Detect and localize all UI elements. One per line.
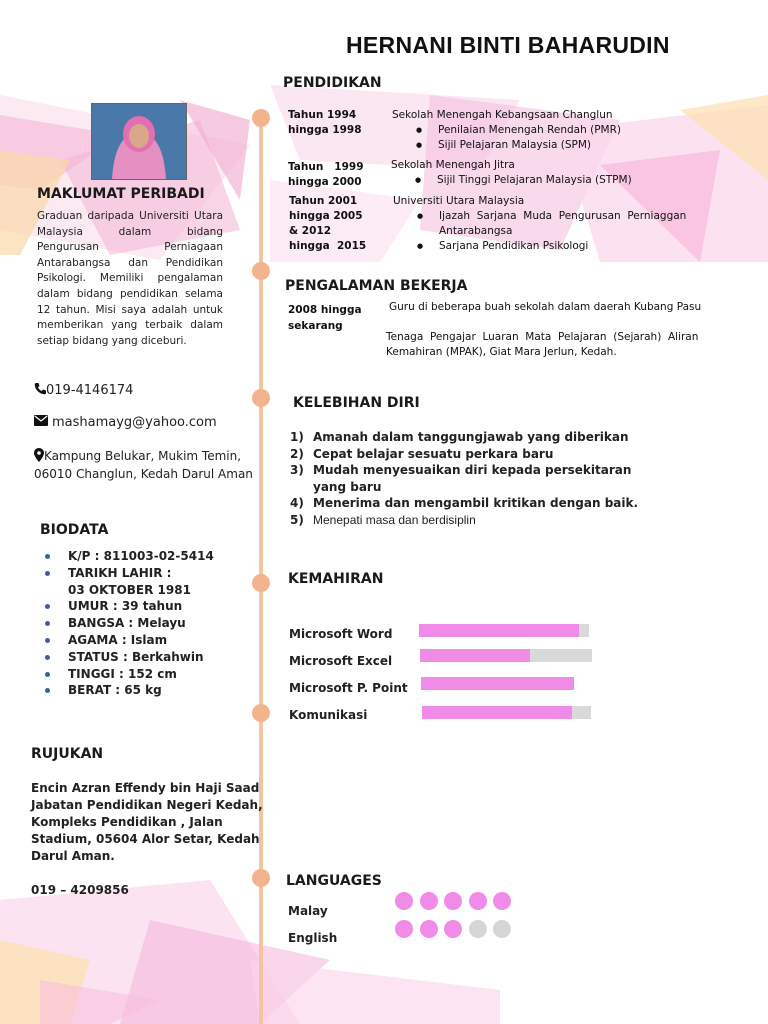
reference-heading: RUJUKAN [31,746,104,762]
biodata-ic: K/P : 811003-02-5414 [42,548,214,565]
strength-item [290,446,638,463]
year-line: hingga 2000 [288,176,362,188]
year-line: hingga 2005 [289,210,363,222]
skills-heading: KEMAHIRAN [288,571,384,587]
reference-line: Darul Aman. [31,849,115,863]
education-detail [393,194,700,254]
strengths-heading: KELEBIHAN DIRI [293,395,420,411]
education-years [289,194,366,254]
biodata-list [42,548,214,699]
personal-info-heading: MAKLUMAT PERIBADI [37,186,205,202]
envelope-icon [34,415,48,426]
education-detail [391,158,632,188]
school-name: Sekolah Menengah Kebangsaan Changlun [392,109,613,121]
biodata-birthdate [42,582,214,599]
email-address: mashamayg@yahoo.com [51,415,217,430]
rating-dot-filled [420,920,438,938]
timeline-dot [252,574,270,592]
biodata-race: BANGSA : Melayu [42,615,214,632]
language-rating-row [395,892,518,920]
timeline-line [259,112,263,1024]
year-line: hingga 2015 [289,240,367,252]
skill-bar-track [420,649,592,662]
education-detail [392,108,621,153]
timeline-dot [252,389,270,407]
address-block [34,447,253,483]
skill-label: Komunikasi [289,708,368,722]
map-pin-icon [34,448,44,462]
skill-bars [419,624,594,724]
work-detail [386,300,706,360]
phone-row [34,382,133,398]
email-row [34,414,217,430]
language-labels [288,898,337,952]
skill-bar-fill [420,649,530,662]
qualification-continued: Antarabangsa [439,225,513,237]
skill-bar-track [419,624,589,637]
languages-heading: LANGUAGES [286,873,382,889]
item-text: Amanah dalam tanggungjawab yang diberikan [313,430,629,444]
skill-bar-fill [419,624,579,637]
rating-dot-empty [493,920,511,938]
reference-line: Kompleks Pendidikan , Jalan [31,815,223,829]
language-label: Malay [288,904,328,918]
qualification: ● Sijil Tinggi Pelajaran Malaysia (STPM) [391,173,632,188]
item-number: 2) [290,446,304,461]
rating-dot-filled [493,892,511,910]
item-text: Menerima dan mengambil kritikan dengan baik. [313,496,639,510]
profile-summary: Graduan daripada Universiti Utara Malaysia dalam bidang Pengurusan Perniagaan Antarabangsa dan Pendidikan Psikologi. Memiliki pengalaman dalam bidang pendidikan selama 12 tahun. Misi saya adalah untuk memberikan yang terbaik dalam setiap bidang yang diceburi. [37,210,223,347]
item-number: 3) [290,463,304,477]
work-period [288,302,362,334]
work-line: Kemahiran (MPAK), Giat Mara Jerlun, Kedah. [386,346,617,358]
school-name: Universiti Utara Malaysia [393,195,525,207]
timeline-dot [252,704,270,722]
biodata-birthdate-label: TARIKH LAHIR : [42,565,214,582]
language-label: English [288,931,338,945]
rating-dot-filled [395,892,413,910]
full-name: HERNANI BINTI BAHARUDIN [346,32,670,58]
address-line-1: Kampung Belukar, Mukim Temin, [44,449,242,463]
reference-line: Stadium, 05604 Alor Setar, Kedah [31,832,260,846]
rating-dot-empty [469,920,487,938]
timeline-dot [252,262,270,280]
rating-dot-filled [444,920,462,938]
rating-dot-filled [444,892,462,910]
qualification: ● Sijil Pelajaran Malaysia (SPM) [392,138,621,153]
work-heading: PENGALAMAN BEKERJA [285,278,468,294]
period-line: sekarang [288,320,343,332]
work-line: Tenaga Pengajar Luaran Mata Pelajaran (Sejarah) Aliran [386,331,699,343]
item-number: 4) [290,496,304,510]
qualification: ● Ijazah Sarjana Muda Pengurusan Perniaggan [393,209,700,224]
education-heading: PENDIDIKAN [283,75,382,91]
work-line: Guru di beberapa buah sekolah dalam daerah Kubang Pasu [389,301,702,313]
year-line: Tahun 1994 [288,109,357,121]
qualification: ● Sarjana Pendidikan Psikologi [393,239,700,254]
birthdate-value: 03 OKTOBER 1981 [68,582,191,597]
skill-bar-track [421,677,574,690]
reference-line: Encin Azran Effendy bin Haji Saad [31,781,260,795]
phone-number: 019-4146174 [46,383,134,398]
biodata-religion: AGAMA : Islam [42,632,214,649]
education-years [288,160,364,190]
item-text: Menepati masa dan berdisiplin [313,512,476,527]
skill-label: Microsoft Excel [289,654,393,668]
item-text: Mudah menyesuaikan diri kepada persekitaran [313,463,632,477]
rating-dot-filled [469,892,487,910]
rating-dot-filled [420,892,438,910]
strength-item [290,479,638,496]
timeline-dot [252,109,270,127]
year-line: Tahun 2001 [289,195,358,207]
strengths-list [290,429,638,528]
biodata-weight: BERAT : 65 kg [42,682,214,699]
item-number: 1) [290,430,304,444]
year-line: hingga 1998 [288,124,362,136]
biodata-status: STATUS : Berkahwin [42,649,214,666]
period-line: 2008 hingga [288,304,362,316]
item-number [290,479,313,496]
language-rating-row [395,920,518,948]
item-number: 5) [290,512,304,527]
biodata-height: TINGGI : 152 cm [42,666,214,683]
biodata-age: UMUR : 39 tahun [42,598,214,615]
phone-icon [34,382,46,395]
skill-bar-track [422,706,591,719]
skill-label: Microsoft Word [289,627,393,641]
item-text: Cepat belajar sesuatu perkara baru [313,446,554,461]
biodata-heading: BIODATA [40,522,109,538]
school-name: Sekolah Menengah Jitra [391,159,515,171]
skills-labels [289,621,408,729]
strength-item [290,429,638,446]
item-text: yang baru [313,479,382,494]
reference-block [31,780,263,865]
skill-bar-fill [421,677,574,690]
skill-bar-fill [422,706,572,719]
timeline-dot [252,869,270,887]
qualification: ● Penilaian Menengah Rendah (PMR) [392,123,621,138]
skill-label: Microsoft P. Point [289,681,408,695]
strength-item [290,512,638,529]
education-years [288,108,362,138]
reference-line: Jabatan Pendidikan Negeri Kedah, [31,798,263,812]
strength-item [290,462,638,479]
profile-photo [91,103,187,180]
year-line: & 2012 [289,225,332,237]
reference-phone: 019 – 4209856 [31,883,129,897]
address-line-2: 06010 Changlun, Kedah Darul Aman [34,467,253,481]
language-ratings [395,892,518,948]
rating-dot-filled [395,920,413,938]
strength-item [290,495,638,512]
year-line: Tahun 1999 [288,161,364,173]
